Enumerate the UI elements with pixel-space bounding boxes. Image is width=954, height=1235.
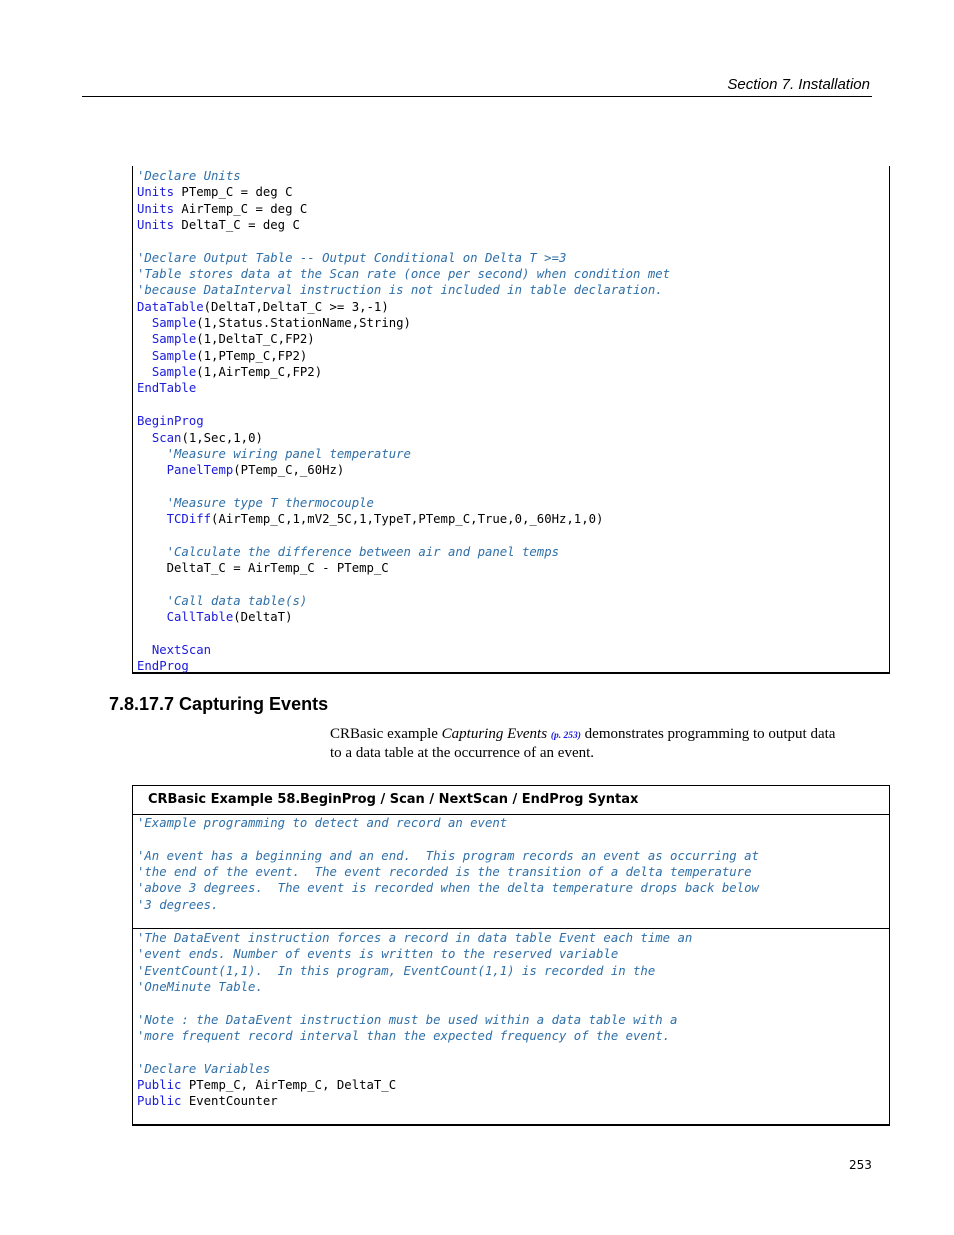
code-line (137, 168, 670, 184)
paragraph-suffix: demonstrates programming to output data to a data table at the occurrence of an event. (330, 726, 836, 761)
section-title: Section 7. Installation (727, 76, 870, 93)
code-line (137, 995, 692, 1011)
code-keyword: TCDiff (166, 512, 212, 527)
code-line (137, 930, 692, 946)
section-heading: 7.8.17.7 Capturing Events (109, 694, 329, 714)
code-comment: 'OneMinute Table. (137, 980, 263, 995)
code-line (137, 282, 670, 298)
paragraph-prefix: CRBasic example (330, 726, 442, 742)
code-line (137, 815, 759, 831)
code-line (137, 1028, 692, 1044)
code-text-part-1 (137, 815, 759, 913)
code-line (137, 1093, 692, 1109)
code-line (137, 1044, 692, 1060)
code-text: (1,Sec,1,0) (181, 430, 263, 445)
code-text (137, 512, 167, 526)
code-keyword: Public (137, 1094, 182, 1109)
code-text: DeltaT_C = deg C (174, 218, 300, 233)
code-listing-continued (132, 166, 890, 674)
code-line (137, 897, 759, 913)
code-line (137, 511, 670, 527)
code-line (137, 266, 670, 282)
code-text (137, 496, 167, 510)
code-keyword: DataTable (137, 299, 204, 314)
code-text (137, 365, 152, 379)
code-line (137, 348, 670, 364)
code-keyword: Sample (151, 348, 197, 363)
code-comment: 'Declare Output Table -- Output Conditional on Delta T >=3 (137, 250, 567, 265)
code-comment: 'because DataInterval instruction is not included in table declaration. (137, 283, 663, 298)
code-text (137, 316, 152, 330)
code-line (137, 577, 670, 593)
code-text (137, 168, 670, 675)
code-line (137, 831, 759, 847)
code-line (137, 528, 670, 544)
code-comment: 'the end of the event. The event recorded is the transition of a delta temperature (137, 865, 752, 880)
code-line (137, 495, 670, 511)
code-line (137, 397, 670, 413)
code-text-part-2 (137, 930, 692, 1110)
code-line (137, 1061, 692, 1077)
code-line (137, 201, 670, 217)
example-label: CRBasic Example 58. (148, 792, 301, 807)
code-line (137, 430, 670, 446)
code-comment: 'Calculate the difference between air and panel temps (166, 544, 560, 559)
code-keyword: Sample (151, 316, 197, 331)
code-line (137, 626, 670, 642)
code-line (137, 217, 670, 233)
code-line (137, 544, 670, 560)
code-line (137, 642, 670, 658)
code-text: PTemp_C = deg C (174, 185, 293, 200)
code-keyword: BeginProg (137, 414, 204, 429)
code-line (137, 848, 759, 864)
code-comment: 'Declare Units (137, 169, 241, 183)
code-text (137, 431, 152, 445)
code-line (137, 315, 670, 331)
code-line (137, 233, 670, 249)
page-number: 253 (849, 1158, 872, 1172)
code-keyword: PanelTemp (166, 463, 234, 478)
code-text (137, 610, 167, 624)
code-line (137, 979, 692, 995)
code-comment: 'Measure wiring panel temperature (166, 446, 411, 461)
crbasic-example-box (132, 785, 890, 1126)
code-line (137, 446, 670, 462)
example-caption (133, 786, 889, 815)
example-title: BeginProg / Scan / NextScan / EndProg Syntax (300, 792, 639, 807)
code-comment: 'more frequent record interval than the expected frequency of the event. (137, 1029, 671, 1044)
section-divider (133, 928, 889, 929)
code-comment: 'Call data table(s) (166, 593, 308, 608)
code-text: (AirTemp_C,1,mV2_5C,1,TypeT,PTemp_C,True,0,_60Hz,1,0) (211, 512, 604, 527)
code-comment: 'The DataEvent instruction forces a record in data table Event each time an (137, 931, 693, 945)
code-keyword: NextScan (151, 642, 212, 657)
code-text: AirTemp_C = deg C (174, 201, 308, 216)
code-line (137, 963, 692, 979)
code-text (137, 463, 167, 477)
code-keyword: Units (137, 218, 175, 233)
code-comment: 'An event has a beginning and an end. This program records an event as occurring at (137, 848, 759, 863)
code-line (137, 250, 670, 266)
code-comment: 'EventCount(1,1). In this program, EventCount(1,1) is recorded in the (137, 963, 656, 978)
code-text: (1,PTemp_C,FP2) (196, 348, 308, 363)
code-text: (DeltaT) (233, 610, 293, 625)
code-line (137, 1012, 692, 1028)
code-comment: 'Example programming to detect and record an event (137, 816, 508, 830)
code-keyword: Sample (151, 365, 197, 380)
code-text (137, 332, 152, 346)
code-line (137, 462, 670, 478)
code-line (137, 609, 670, 625)
code-comment: 'Declare Variables (137, 1061, 271, 1076)
code-text (137, 447, 167, 461)
code-keyword: Sample (151, 332, 197, 347)
code-comment: 'Note : the DataEvent instruction must be used within a data table with a (137, 1012, 678, 1027)
code-line (137, 946, 692, 962)
code-line (137, 864, 759, 880)
code-text: PTemp_C, AirTemp_C, DeltaT_C (181, 1078, 397, 1093)
example-link[interactable]: Capturing Events (441, 726, 548, 742)
code-keyword: CallTable (166, 610, 234, 625)
section-paragraph (330, 726, 850, 762)
code-text (137, 349, 152, 363)
code-text: (1,Status.StationName,String) (196, 316, 411, 331)
code-line (137, 880, 759, 896)
code-comment: 'event ends. Number of events is written to the reserved variable (137, 947, 619, 962)
code-line (137, 1077, 692, 1093)
code-line (137, 331, 670, 347)
code-keyword: EndTable (137, 381, 197, 396)
code-text (137, 545, 167, 559)
code-comment: 'Measure type T thermocouple (166, 495, 374, 510)
code-line (137, 413, 670, 429)
code-comment: 'Table stores data at the Scan rate (once per second) when condition met (137, 267, 671, 282)
code-text (137, 594, 167, 608)
code-text: (DeltaT,DeltaT_C >= 3,-1) (203, 299, 389, 314)
code-line (137, 479, 670, 495)
code-line (137, 593, 670, 609)
page-header (82, 76, 872, 97)
code-line (137, 658, 670, 674)
code-text: EventCounter (181, 1094, 278, 1109)
code-line (137, 560, 670, 576)
page-reference-link[interactable]: (p. 253) (550, 731, 581, 741)
code-line (137, 184, 670, 200)
code-keyword: Scan (151, 430, 182, 445)
code-text: (1,AirTemp_C,FP2) (196, 365, 323, 380)
code-keyword: Units (137, 201, 175, 216)
code-text: (PTemp_C,_60Hz) (233, 463, 345, 478)
code-text: (1,DeltaT_C,FP2) (196, 332, 315, 347)
code-comment: '3 degrees. (137, 897, 219, 912)
code-comment: 'above 3 degrees. The event is recorded when the delta temperature drops back below (137, 881, 759, 896)
code-line (137, 364, 670, 380)
code-keyword: Public (137, 1078, 182, 1093)
code-keyword: Units (137, 185, 175, 200)
code-line (137, 380, 670, 396)
code-text: DeltaT_C = AirTemp_C - PTemp_C (137, 561, 389, 576)
code-line (137, 299, 670, 315)
code-text (137, 643, 152, 657)
code-keyword: EndProg (137, 659, 189, 674)
